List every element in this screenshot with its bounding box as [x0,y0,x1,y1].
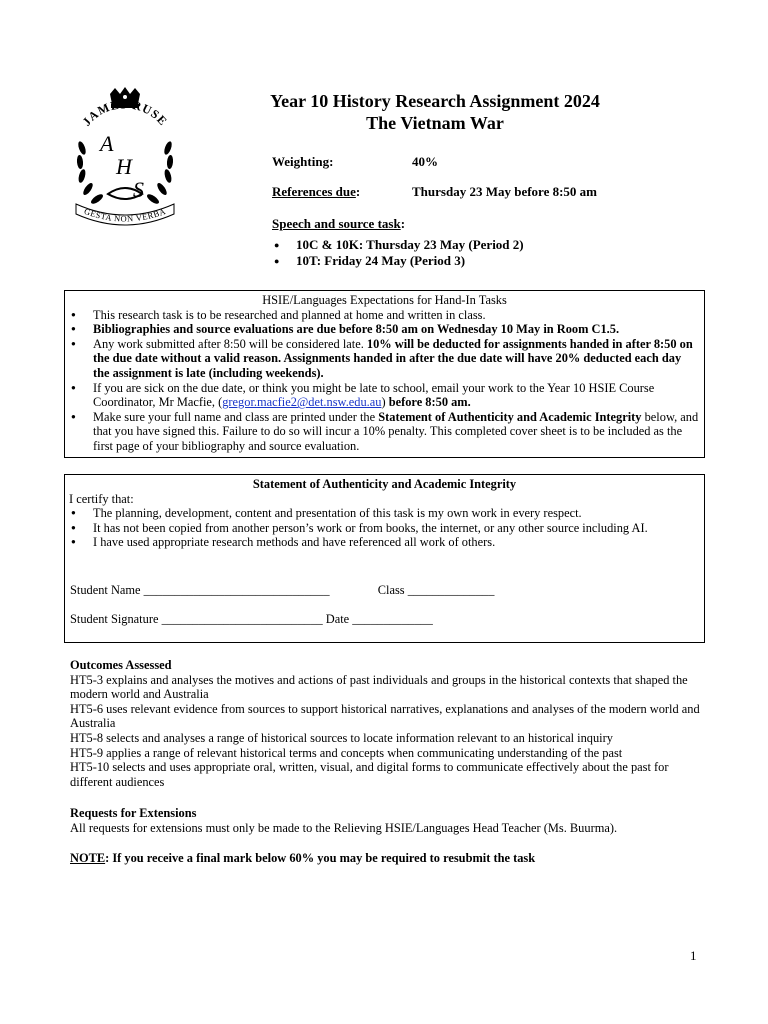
list-item: HT5-8 selects and analyses a range of historical sources to locate information relevant to an historical inquiry [70,730,613,745]
resubmit-note [70,851,710,866]
list-item: ● Bibliographies and source evaluations are due before 8:50 am on Wednesday 10 May in Room C1.5. [69,322,700,337]
outcomes-heading: Outcomes Assessed [70,658,172,672]
svg-text:H: H [116,154,132,179]
signature-field[interactable]: __________________________ [161,612,323,626]
extensions-heading: Requests for Extensions [70,806,197,820]
outcomes-section [70,658,710,789]
date-label: Date [325,612,350,626]
list-item: HT5-10 selects and uses appropriate oral, written, visual, and digital forms to communicate effectively about the past for different audiences [70,760,669,789]
school-crest-logo [70,86,180,226]
list-item: HT5-9 applies a range of relevant historical terms and concepts when communicating understanding of the past [70,745,623,760]
extensions-text: All requests for extensions must only be made to the Relieving HSIE/Languages Head Teacher (Ms. Buurma). [70,820,618,835]
student-name-field[interactable]: ______________________________ [143,583,330,597]
weighting-value: 40% [412,154,438,169]
svg-text:JAMES RUSE: JAMES RUSE [79,97,171,129]
class-label: Class [377,583,405,597]
list-item: ● If you are sick on the due date, or think you might be late to school, email your work to the Year 10 HSIE Course Coordinator, Mr Macfie, (gregor.macfie2@det.nsw.edu.au) before 8:50 am. [69,381,700,410]
title-line-1: Year 10 History Research Assignment 2024 [270,91,600,111]
list-item: HT5-6 uses relevant evidence from sources to support historical narratives, explanations and analyses of the modern world and Australia [70,701,700,731]
references-label: References due [272,184,356,199]
page-number: 1 [690,948,697,963]
svg-text:S: S [133,177,144,202]
signature-row [70,612,433,627]
extensions-section [70,806,710,835]
title-line-2: The Vietnam War [366,113,504,133]
list-item: ● Make sure your full name and class are printed under the Statement of Authenticity and Academic Integrity below, and that you have signed this. Failure to do so will incur a 10% penalty. This completed cover sheet is to be included as the first page of your bibliography and source evaluation. [69,410,700,454]
svg-text:GESTA NON VERBA: GESTA NON VERBA [82,205,168,224]
student-name-label: Student Name [70,583,141,597]
speech-label: Speech and source task [272,216,401,231]
list-item: ● The planning, development, content and presentation of this task is my own work in every respect. [69,506,700,521]
list-item: ● I have used appropriate research methods and have referenced all work of others. [69,535,700,550]
weighting-label: Weighting: [272,154,334,169]
list-item: ● 10T: Friday 24 May (Period 3) [272,253,524,269]
student-name-row [70,583,494,598]
document-title [220,90,650,134]
speech-dates-list [272,237,524,269]
note-text: : If you receive a final mark below 60% you may be required to resubmit the task [105,851,536,865]
date-field[interactable]: _____________ [352,612,433,626]
note-label: NOTE [70,851,106,865]
expectations-box [64,290,705,458]
svg-text:A: A [100,131,114,156]
list-item: ● It has not been copied from another person’s work or from books, the internet, or any other source including AI. [69,521,700,536]
statement-intro: I certify that: [69,491,134,506]
class-field[interactable]: ______________ [407,583,495,597]
list-item: HT5-3 explains and analyses the motives and actions of past individuals and groups in the historical contexts that shaped the modern world and Australia [70,672,688,702]
references-value: Thursday 23 May before 8:50 am [412,184,598,199]
list-item: ● 10C & 10K: Thursday 23 May (Period 2) [272,237,524,253]
signature-label: Student Signature [70,612,159,626]
list-item: ● This research task is to be researched and planned at home and written in class. [69,308,700,323]
list-item: ● Any work submitted after 8:50 will be considered late. 10% will be deducted for assignments handed in after 8:50 on the due date without a valid reason. Assignments handed in after the due date will have 20% deducted each day the assignment is late (including weekends). [69,337,700,381]
statement-heading: Statement of Authenticity and Academic Integrity [252,477,517,491]
coordinator-email-link[interactable]: gregor.macfie2@det.nsw.edu.au [222,395,382,410]
statement-box [64,474,705,643]
expectations-heading: HSIE/Languages Expectations for Hand-In Tasks [262,293,507,307]
